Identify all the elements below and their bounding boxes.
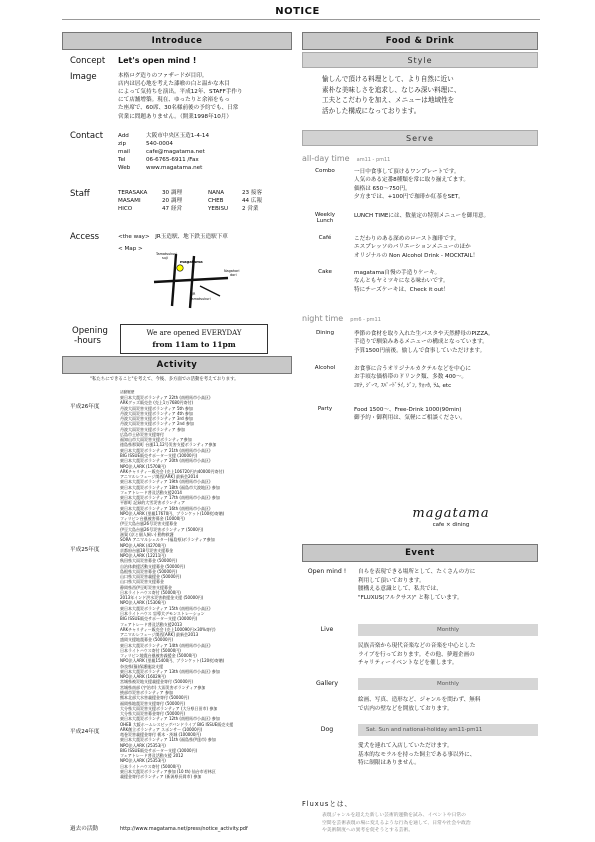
activity-entry: 静岡県西伊豆町災害支援募金: [120, 584, 172, 590]
activity-entry: NPO法人ARK (15306円): [120, 600, 166, 606]
activity-entry: NPO法人ARK (里親17670円、ブランケット(100枚)寄贈): [120, 510, 225, 516]
activity-entry: フェアトレード普及活動支援 2012: [120, 753, 184, 759]
map-road-branch: [200, 286, 220, 296]
activity-entry: 滋賀 (京と個人飼い) 動物救護: [120, 532, 174, 537]
fluxus-line: 空間を芸術表現の場に変えるような行為を通して、日常や社会や政治: [322, 820, 471, 826]
activity-entry: NPO法人ARK (25353円): [120, 742, 166, 748]
access-map: [150, 250, 250, 310]
menu-item-description: [354, 168, 538, 202]
logo-wordmark: magatama: [412, 506, 490, 521]
fluxus-label: Fluxusとは、: [302, 800, 353, 808]
year-25-label: 平成25年度: [70, 547, 100, 553]
menu-item-line: こだわりのある深めのロースト珈琲です。: [354, 236, 460, 242]
activity-entry: NPO法人ARK (25353円): [120, 758, 166, 764]
activity-entry: アニマルレフュージ関西[ARK] 最新会2014: [120, 474, 199, 480]
activity-entry: BIG ISSUE販売サポーター支援 (10000円): [120, 747, 198, 753]
menu-item-line: お食事に合うオリジナルカクテルなどを中心に: [354, 366, 471, 372]
staff-label: Staff: [70, 189, 90, 199]
open-mind-text: [358, 568, 538, 603]
activity-entry: 山口県大雨災害義援金 (50000円): [120, 574, 182, 580]
activity-entry: NPO法人ARK (里親15400円、ブランケット(120枚)寄贈): [120, 658, 225, 664]
image-line: 店内は居心地を考えた漆喰の白と温かな木目: [118, 81, 230, 88]
map-label-dori: dori: [230, 273, 237, 277]
menu-item-line: 特にチーズケーキは、Check it out！: [354, 286, 449, 293]
activity-entry: 東日本大震災ボランティア 13th (南相馬市小高区) 参加: [120, 668, 220, 674]
activity-entry: フェアトレード普及活動支援2013: [120, 621, 182, 627]
allday-hours: am11 - pm11: [356, 157, 391, 163]
menu-item-line: Food 1500～、Free-Drink 1000(90min): [354, 407, 462, 413]
menu-item-line: 価格は 650～750円。: [354, 185, 411, 192]
dog-label: Dog: [320, 726, 334, 733]
contact-row: [118, 140, 292, 148]
menu-item-line: なんともヤミツキになる味わいです。: [354, 278, 449, 285]
map-label-suji: suji: [162, 256, 168, 260]
activity-entry: 日本ライトハウス 盲導犬デモンストレーション: [120, 610, 205, 616]
live-text: [358, 642, 538, 668]
open-mind-line: 自らを表現できる場所として、たくさんの方に: [358, 569, 476, 575]
activity-entry: 義援金寄付ボランティア (新潟県長岡市) 参加: [120, 774, 202, 780]
contact-value: 06-6765-6911 /Fax: [146, 157, 199, 164]
activity-entry: 東日本大震災ボランティア 14th (南相馬市小高区): [120, 642, 211, 648]
contact-value: cafe@magatama.net: [146, 149, 205, 156]
opening-hours-box: [120, 324, 268, 354]
open-mind-line: "FLUXUS(フルクサス)" と称しています。: [358, 594, 463, 601]
activity-entry: ARKチャリティー販売会 (売上100090円×30%寄付): [120, 626, 216, 632]
opening-label-line2: -hours: [74, 336, 101, 346]
gallery-line: 絵画、写真、造形など、ジャンルを問わず、無料: [358, 697, 481, 703]
menu-item-name: Cake: [318, 269, 332, 275]
style-line: 活かした構成になっております。: [322, 106, 421, 115]
activity-entry: SORA アニマルシェルター(福島県)ボランティア参加: [120, 537, 215, 543]
activity-intro: "私たちにできること"を考えて、今後、多方面での活動を考えております。: [90, 377, 239, 382]
concept-text: Let's open mind !: [118, 56, 197, 65]
activity-entry: フェアトレード普及活動支援2014: [120, 489, 182, 495]
access-text: <the way> JR玉造駅、地下鉄玉造駅下車: [118, 234, 228, 240]
menu-item-line: 人気のある定番8種類を常に取り揃えてます。: [354, 177, 469, 184]
activity-entry: 綾部市災害ボランティア 参加: [120, 689, 173, 695]
staff-cell: 47 経営: [162, 206, 183, 213]
activity-entry: 奈良県(猫)保護施設支援: [120, 663, 164, 669]
menu-item-name: Alcohol: [314, 365, 336, 371]
map-label-magatama: magatama: [180, 259, 203, 264]
year-24-label: 平成24年度: [70, 729, 100, 735]
staff-cell: 2 営業: [242, 206, 259, 213]
activity-entry: 東日本大震災ボランティア 18th (福島市大波地区) 参加: [120, 484, 220, 490]
allday-label-text: all-day time: [302, 154, 350, 163]
staff-row: [118, 189, 292, 197]
menu-item-description: [354, 406, 538, 423]
activity-entry: NPO法人ARK (12211円): [120, 553, 166, 559]
magatama-logo: [410, 506, 492, 528]
open-mind-label: Open mind !: [307, 568, 347, 575]
activity-entries: [120, 395, 296, 779]
menu-item-line: 御予約・御利用は、気軽にご相談ください。: [354, 415, 466, 422]
menu-item-name: Combo: [315, 168, 335, 174]
activity-entry: BIG ISSUE販売サポーター支援 (10000円): [120, 616, 198, 622]
image-line: によって気持ちを演出。平成12年、STAFF手作り: [118, 89, 243, 96]
activity-entry: ARKチャリティー販売会 (売上106720円内40000円寄付): [120, 468, 225, 474]
activity-entry: 宮城県被災地支援義援金寄付 (50000円): [120, 679, 194, 685]
activity-entry: 京都府台風18号災害支援募金: [120, 547, 174, 553]
event-heading: Event: [302, 544, 538, 562]
staff-cell: 44 広報: [242, 198, 263, 205]
map-label-jr: JR: [192, 292, 196, 296]
dog-text: [358, 742, 538, 768]
night-label-text: night time: [302, 314, 344, 323]
gallery-label: Gallery: [315, 680, 339, 687]
staff-list: [118, 189, 292, 213]
introduce-heading: Introduce: [62, 32, 292, 50]
menu-item-line: 予算1500円前後。愉しんで食事していただけます。: [354, 347, 486, 354]
map-label-tamatsukuri-top: Tamatsukuri: [156, 252, 177, 256]
activity-entry: 福知山市大雨災害支援ボランティア参加: [120, 437, 192, 443]
activity-entry: 日本ライトハウス寄付 (50000円): [120, 589, 181, 595]
fluxus-line: や美術制度への異考を促そうとする芸術。: [322, 828, 414, 834]
activity-entry: 東日本大震災ボランティア 12th (南相馬市小高区) 参加: [120, 716, 220, 722]
opening-line1: We are opened EVERYDAY: [146, 329, 242, 337]
style-line: 工夫とこだわりを加え、メニューは地域性を: [322, 96, 455, 105]
menu-item-description: [354, 235, 538, 260]
menu-item-line: エスプレッソのバリエーションメニューのほか: [354, 244, 471, 251]
opening-label: [72, 326, 108, 346]
fluxus-line: 表現ジャンルを超えた新しい芸術的運動を試み、イベントや日常の: [322, 813, 466, 818]
menu-item-name: Café: [318, 235, 332, 241]
menu-item-description: [354, 269, 538, 294]
activity-entry: ARKグッズ販売会 (売上1万7680円寄付): [120, 400, 194, 406]
gallery-schedule-bar: Monthly: [358, 678, 538, 690]
contact-key: mail: [118, 149, 130, 156]
activity-entry: フィリピン台風被害募金 (10000円): [120, 516, 185, 522]
contact-key: Tel: [118, 157, 126, 164]
staff-cell: YEBISU: [208, 206, 229, 213]
map-label: < Map >: [118, 246, 143, 252]
image-line: にて店舗增築。現在、ゆったりと余裕をもっ: [118, 97, 230, 104]
past-activity-link[interactable]: http://www.magatama.net/press/notice_activity.pdf: [120, 826, 248, 832]
activity-entry: 伊豆大島台風26号災害ボランティア (5000円): [120, 526, 204, 532]
menu-item-name: Dining: [315, 330, 335, 336]
serve-heading: Serve: [302, 130, 538, 146]
right-column: [302, 32, 538, 834]
year-26-label: 平成26年度: [70, 404, 100, 410]
concept-label: Concept: [70, 56, 106, 66]
activity-entry: NPO法人ARK (15708円): [120, 463, 166, 469]
page-title: NOTICE: [275, 6, 320, 17]
dog-schedule-bar: Sat. Sun and national-holiday am11-pm11: [358, 724, 538, 736]
menu-item-line: 夕方までは、+100円で珈琲か紅茶をSET。: [354, 194, 464, 201]
map-label-nagahori: Nagahori: [224, 269, 240, 273]
activity-entry: 丹波大雨災害支援ボランティア 4th 参加: [120, 410, 193, 416]
map-label-tamatsukuri-bottom: Tamatsukuri: [190, 297, 211, 301]
activity-entry: 東日本大震災ボランティア 16th (南相馬市小高区): [120, 505, 211, 511]
activity-entry: 秋田県大雨災害募金 (50000円): [120, 558, 178, 564]
activity-entry: 宮城県南部 (宇治市) 大雨災害ボランティア参加: [120, 684, 206, 690]
past-activity-label: 過去の活動: [70, 826, 98, 832]
map-shop-marker: [177, 265, 183, 271]
open-mind-line: 腰構える意識として、私共では、: [358, 586, 442, 593]
menu-item-name: Weekly Lunch: [314, 212, 336, 224]
menu-item-line: LUNCH TIMEには、数量定の特別メニューを御用意。: [354, 213, 490, 219]
activity-entry: 山口県大雨災害支援募金: [120, 579, 164, 585]
menu-item-line: 季節の食材を取り入れた生パスタや天然酵母のPIZZA。: [354, 331, 494, 337]
activity-entry: フィリピン地震台風被害義援金 (50000円): [120, 653, 197, 659]
live-line: チャリティーイベントなどを催します。: [358, 660, 458, 667]
activity-entry: 熊本北部大水害義援金寄付 (50000円): [120, 695, 190, 701]
staff-cell: HICO: [118, 206, 133, 213]
menu-item-description: [354, 212, 538, 220]
access-label: Access: [70, 232, 100, 242]
activity-history-label: 活動履歴: [120, 390, 135, 394]
style-line: 素朴な美味しさを追求し、なじみ深い料理に、: [322, 85, 461, 94]
dog-line: 基本的なモラルを持った飼主である事以外に、: [358, 751, 476, 758]
live-line: ライブを行っております。その他、夢週企画の: [358, 651, 475, 658]
staff-cell: 20 調理: [162, 198, 183, 205]
activity-entry: 自治体救援活動支援募金 (50000円): [120, 563, 186, 569]
contact-row: [118, 132, 292, 140]
contact-value: 540-0004: [146, 141, 173, 148]
menu-item-line: お手頃な価格帯のドリンク類、多数 400～。: [354, 374, 468, 381]
activity-entry: BIG ISSUE販売サポーター支援 (10000円): [120, 453, 198, 459]
dog-line: 特に制限はありません。: [358, 760, 420, 767]
open-mind-line: 利用して頂いております。: [358, 577, 425, 584]
gallery-line: で店内の壁などを開放しております。: [358, 705, 453, 712]
live-line: 民族音楽から現代音楽などの音楽を中心とした: [358, 643, 476, 649]
activity-entry: 徳島県那賀町 台風11,12号災害支援ボランティア参加: [120, 442, 217, 448]
menu-item-line: magatama自慢の手造りケーキ。: [354, 270, 441, 276]
staff-row: [118, 197, 292, 205]
activity-entry: アニマルレフュージ関西[ARK] 最新会2013: [120, 632, 199, 638]
contact-key: Web: [118, 165, 131, 172]
contact-value: 大阪市中央区玉造1-4-14: [146, 133, 210, 139]
activity-entry: 大分県大雨災害募金寄付 (50000円): [120, 711, 186, 717]
contact-key: zip: [118, 141, 127, 148]
staff-cell: 30 調理: [162, 190, 183, 196]
activity-entry: 日本ライトハウス寄付 (50000円): [120, 763, 181, 769]
night-hours: pm6 - pm11: [350, 317, 381, 323]
image-description: [118, 72, 292, 121]
menu-item-description: [354, 365, 538, 390]
contact-row: [118, 148, 292, 156]
staff-cell: CHEB: [208, 198, 224, 205]
activity-entry: 島根県大雨災害募金 (50000円): [120, 568, 178, 574]
activity-entry: 平群町 記録的大雪災害ボランティア: [120, 500, 185, 506]
staff-cell: MASAMI: [118, 198, 141, 205]
live-label: Live: [320, 626, 334, 633]
activity-entry: 竜巻災害義援金寄付 栃木・茨城 (100000円): [120, 732, 201, 738]
activity-entry: 東日本大震災ボランティア 17th (南相馬市小高区) 参加: [120, 495, 220, 501]
activity-entry: 広島市土砂災害支援寄付: [120, 431, 164, 437]
staff-cell: NANA: [208, 190, 225, 196]
night-time-label: [302, 314, 381, 323]
image-line: 営業に問題ありません。（開業1998年10月）: [118, 113, 232, 120]
image-line: 本格ログ造りのファザードが目印。: [118, 73, 208, 79]
gallery-text: [358, 696, 538, 713]
activity-entry: 丹波大雨災害支援ボランティア 2nd 参加: [120, 421, 194, 427]
activity-entry: 2013年インド洪水災害救援金支援 (50000円): [120, 595, 204, 601]
left-column: [62, 32, 292, 50]
logo-subtitle: cafe × dining: [432, 522, 470, 528]
activity-entry: 東日本大震災ボランティア 22th (南相馬市小高区): [120, 395, 211, 401]
food-drink-heading: Food & Drink: [302, 32, 538, 50]
activity-entry: 丹波大雨災害支援ボランティア 3rd 参加: [120, 416, 193, 422]
activity-entry: 日本ライトハウス寄付 (50000円): [120, 647, 181, 653]
activity-entry: 大分県大雨災害支援ボランティア (大分県日田市) 参加: [120, 705, 218, 711]
contact-row: [118, 164, 292, 172]
menu-item-line: オリジナルの Non Alcohol Drink - MOCKTAIL！: [354, 252, 479, 259]
activity-entry: 丹波大雨災害支援ボランティア 5th 参加: [120, 405, 193, 411]
allday-time-label: [302, 154, 390, 163]
fluxus-text: [322, 812, 538, 835]
staff-cell: TERASAKA: [118, 190, 148, 196]
staff-row: [118, 205, 292, 213]
contact-row: [118, 156, 292, 164]
activity-entry: 東日本大震災ボランティア参加 (10 th) 仙台市若林区: [120, 768, 216, 774]
activity-entry: ARK創立ボランティア スポンサー (10000円): [120, 726, 203, 732]
live-schedule-bar: Monthly: [358, 624, 538, 636]
style-text: [322, 74, 522, 116]
opening-label-line1: Opening: [72, 326, 108, 336]
activity-entry: 伊豆大島台風26号災害支援募金: [120, 521, 178, 527]
menu-item-line: 一日中食事して頂けるワンプレートです。: [354, 169, 460, 175]
menu-item-line: 手造りで馴染みあるメニューの構成となっています。: [354, 339, 488, 346]
activity-entry: 東日本大震災ボランティア 15th (南相馬市小高区): [120, 605, 211, 611]
activity-entry: 東日本大震災ボランティア 20th (南相馬市小高区): [120, 458, 211, 464]
opening-line2: from 11am to 11pm: [152, 340, 236, 349]
contact-label: Contact: [70, 131, 104, 141]
contact-key: Add: [118, 133, 129, 139]
activity-entry: 東日本大震災ボランティア 21th (南相馬市小高区): [120, 447, 211, 453]
image-label: Image: [70, 72, 97, 82]
style-line: 愉しんで頂ける料理として、より自然に近い: [322, 75, 454, 83]
activity-entry: OHEB 大阪ホームレスビッグバンドライブ BIG ISSUE販売支援: [120, 721, 234, 727]
menu-item-name: Party: [317, 406, 333, 412]
activity-entry: 東日本大震災ボランティア 19th (南相馬市小高区): [120, 479, 211, 485]
activity-entry: 丹波大雨災害支援ボランティア 参加: [120, 426, 185, 432]
activity-entry: 福岡県地震災害支援寄付 (50000円): [120, 700, 186, 706]
menu-item-description: [354, 330, 538, 355]
image-line: た座席で、60席、30名様前後の予約でも、日常: [118, 105, 239, 112]
activity-list: [120, 390, 296, 779]
dog-line: 愛犬を連れて入店していただけます。: [358, 743, 453, 749]
activity-entry: NPO法人ARK (16029円): [120, 674, 166, 680]
contact-details: [118, 132, 292, 173]
activity-entry: NPO法人ARK (42700円): [120, 542, 166, 548]
activity-entry: 盛岡支援地震募金 (50000円): [120, 637, 174, 643]
staff-cell: 23 接客: [242, 190, 263, 196]
activity-entry: 東日本大震災ボランティア 11th (福島県伊達市) 参加: [120, 737, 216, 743]
activity-heading: Activity: [62, 356, 292, 374]
title-divider: [62, 19, 540, 20]
menu-item-line: ｺﾛﾅ, ｼﾞｰﾏ, ｽﾊﾟｰﾄﾞﾗｲ, ｼﾞﾝ, ｳｫｯｶ, ﾗﾑ, etc: [354, 382, 452, 389]
contact-value: www.magatama.net: [146, 165, 203, 172]
style-heading: Style: [302, 52, 538, 68]
